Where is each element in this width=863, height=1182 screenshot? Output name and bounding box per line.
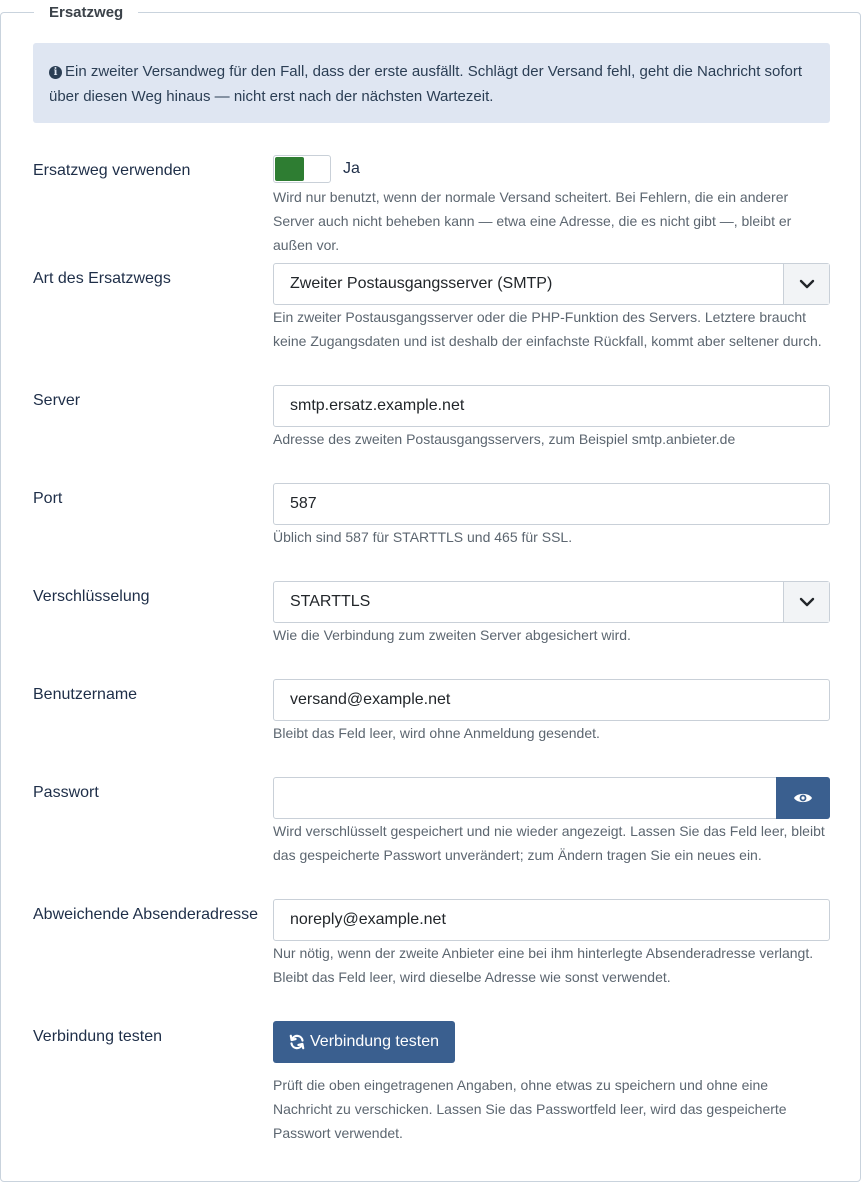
label-server: Server (33, 392, 81, 409)
toggle-on-indicator (275, 157, 304, 181)
help-enable: Wird nur benutzt, wenn der normale Versand scheitert. Bei Fehlern, die ein anderer Server auch nicht beheben kann — etwa eine Adresse, die es nicht gibt —, bleibt er außen vor. (273, 189, 792, 253)
label-test: Verbindung testen (33, 1028, 162, 1045)
type-select-value: Zweiter Postausgangsserver (SMTP) (290, 275, 553, 292)
test-connection-button[interactable] (273, 1021, 455, 1063)
label-port: Port (33, 490, 63, 507)
sender-input[interactable]: noreply@example.net (273, 899, 830, 941)
label-encryption: Verschlüsselung (33, 588, 150, 605)
type-select[interactable] (273, 263, 830, 305)
encryption-select-value: STARTTLS (290, 593, 371, 610)
toggle-state-label: Ja (343, 160, 360, 177)
eye-icon (793, 791, 813, 805)
help-password: Wird verschlüsselt gespeichert und nie wieder angezeigt. Lassen Sie das Feld leer, bleibt das gespeicherte Passwort unverändert; zum Ändern tragen Sie ein neues ein. (273, 823, 825, 863)
encryption-select[interactable] (273, 581, 830, 623)
help-test: Prüft die oben eingetragenen Angaben, ohne etwas zu speichern und ohne eine Nachricht zu verschicken. Lassen Sie das Passwortfeld leer, wird das gespeicherte Passwort verwendet. (273, 1077, 787, 1141)
info-text: Ein zweiter Versandweg für den Fall, dass der erste ausfällt. Schlägt der Versand fehl, geht die Nachricht sofort über diesen Weg hinaus — nicht erst nach der nächsten Wartezeit. (49, 63, 803, 105)
label-username: Benutzername (33, 686, 138, 703)
help-encryption: Wie die Verbindung zum zweiten Server abgesichert wird. (273, 627, 631, 643)
test-button-label: Verbindung testen (310, 1033, 439, 1050)
server-input[interactable]: smtp.ersatz.example.net (273, 385, 830, 427)
section-legend: Ersatzweg (34, 4, 138, 22)
label-enable: Ersatzweg verwenden (33, 162, 191, 179)
help-username: Bleibt das Feld leer, wird ohne Anmeldung gesendet. (273, 725, 600, 741)
refresh-icon (289, 1034, 305, 1050)
info-alert (33, 43, 830, 123)
show-password-button[interactable] (776, 777, 830, 819)
label-password: Passwort (33, 784, 99, 801)
port-input[interactable]: 587 (273, 483, 830, 525)
label-sender: Abweichende Absenderadresse (33, 906, 259, 923)
chevron-down-icon[interactable] (783, 264, 829, 304)
help-port: Üblich sind 587 für STARTTLS und 465 für SSL. (273, 529, 573, 545)
label-type: Art des Ersatzwegs (33, 270, 171, 287)
help-type: Ein zweiter Postausgangsserver oder die PHP-Funktion des Servers. Letztere braucht keine Zugangsdaten und ist deshalb der einfachste Rückfall, kommt aber seltener durch. (273, 309, 822, 349)
enable-toggle[interactable] (273, 155, 331, 183)
password-input[interactable] (273, 777, 830, 819)
help-server: Adresse des zweiten Postausgangsservers, zum Beispiel smtp.anbieter.de (273, 431, 736, 447)
chevron-down-icon[interactable] (783, 582, 829, 622)
info-circle-icon: i (49, 66, 62, 79)
help-sender: Nur nötig, wenn der zweite Anbieter eine bei ihm hinterlegte Absenderadresse verlangt. Bleibt das Feld leer, wird dieselbe Adresse wie sonst verwendet. (273, 945, 814, 985)
username-input[interactable]: versand@example.net (273, 679, 830, 721)
